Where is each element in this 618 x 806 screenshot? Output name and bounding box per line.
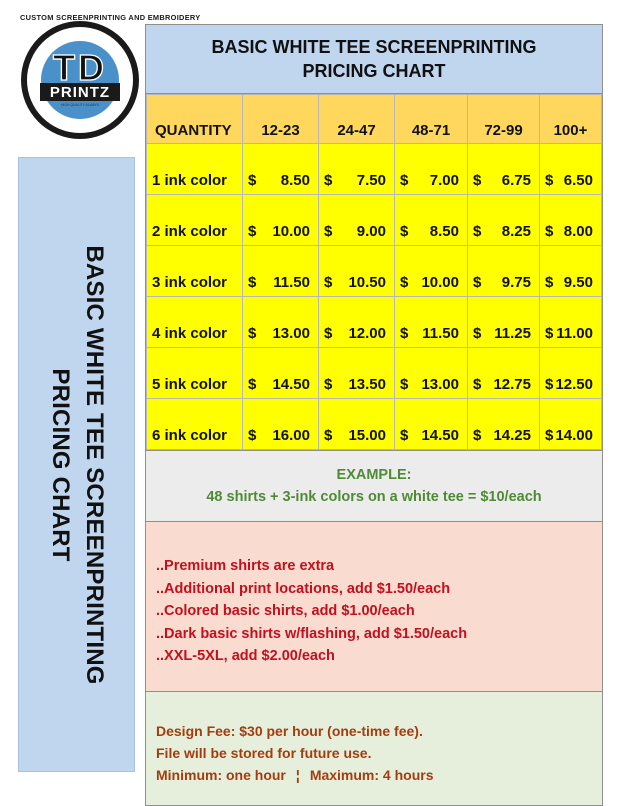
currency-symbol: $ — [248, 376, 257, 393]
price-cell — [540, 297, 602, 348]
column-header-quantity: QUANTITY — [147, 95, 243, 144]
price-amount: 10.00 — [272, 223, 310, 240]
currency-symbol: $ — [248, 223, 257, 240]
price-cell — [540, 348, 602, 399]
column-header: 12-23 — [243, 95, 319, 144]
price-cell — [395, 348, 468, 399]
currency-symbol: $ — [545, 427, 554, 444]
currency-symbol: $ — [324, 376, 333, 393]
price-cell — [319, 399, 395, 450]
price-cell — [243, 297, 319, 348]
chart-title-line2: PRICING CHART — [302, 61, 446, 81]
price-cell — [319, 195, 395, 246]
price-cell — [395, 399, 468, 450]
ink-color-label: 6 ink color — [147, 399, 243, 450]
price-cell — [319, 348, 395, 399]
file-storage-line: File will be stored for future use. — [156, 745, 372, 761]
currency-symbol: $ — [248, 427, 257, 444]
currency-symbol: $ — [400, 376, 409, 393]
price-cell — [540, 246, 602, 297]
side-title-line2: PRICING CHART — [46, 367, 74, 562]
price-amount: 15.00 — [348, 427, 386, 444]
logo-wordmark: PRINTZ — [49, 84, 111, 101]
side-title-banner — [18, 157, 135, 772]
currency-symbol: $ — [400, 427, 409, 444]
price-rows — [147, 144, 602, 450]
table-row — [147, 399, 602, 450]
price-cell — [395, 195, 468, 246]
currency-symbol: $ — [473, 274, 482, 291]
note-item: ..Premium shirts are extra — [156, 558, 335, 574]
maximum-hours: Maximum: 4 hours — [309, 767, 434, 783]
currency-symbol: $ — [400, 274, 409, 291]
price-cell — [319, 144, 395, 195]
ink-color-label: 1 ink color — [147, 144, 243, 195]
currency-symbol: $ — [324, 223, 333, 240]
price-amount: 7.00 — [429, 172, 459, 189]
price-amount: 14.50 — [272, 376, 310, 393]
price-cell — [243, 144, 319, 195]
price-cell — [243, 195, 319, 246]
currency-symbol: $ — [473, 427, 482, 444]
price-cell — [468, 348, 540, 399]
price-amount: 8.50 — [280, 172, 310, 189]
note-item: ..Dark basic shirts w/flashing, add $1.50/each — [156, 625, 468, 642]
price-amount: 14.00 — [555, 427, 593, 444]
currency-symbol: $ — [324, 325, 333, 342]
price-amount: 11.25 — [494, 325, 531, 342]
currency-symbol: $ — [248, 172, 257, 189]
example-section — [146, 450, 602, 521]
price-cell — [468, 297, 540, 348]
price-amount: 13.00 — [421, 376, 459, 393]
design-fee-section — [146, 691, 602, 805]
currency-symbol: $ — [400, 325, 409, 342]
currency-symbol: $ — [324, 274, 333, 291]
currency-symbol: $ — [545, 376, 554, 393]
price-cell — [243, 246, 319, 297]
price-amount: 12.00 — [348, 325, 386, 342]
table-row — [147, 348, 602, 399]
price-amount: 6.75 — [501, 172, 531, 189]
currency-symbol: $ — [545, 172, 554, 189]
logo-ring-text: CUSTOM SCREENPRINTING AND EMBROIDERY — [20, 13, 201, 22]
price-amount: 12.50 — [555, 376, 593, 393]
extra-charges-notes — [146, 521, 602, 691]
column-header: 72-99 — [468, 95, 540, 144]
note-item: ..Additional print locations, add $1.50/each — [156, 580, 451, 597]
price-amount: 14.25 — [493, 427, 531, 444]
price-cell — [468, 246, 540, 297]
chart-title-line1: BASIC WHITE TEE SCREENPRINTING — [211, 37, 537, 57]
column-header: 24-47 — [319, 95, 395, 144]
minimum-hours: Minimum: one hour — [156, 767, 286, 783]
price-table — [146, 94, 602, 450]
min-max-line — [156, 764, 602, 786]
price-amount: 10.50 — [348, 274, 386, 291]
side-title-line1: BASIC WHITE TEE SCREENPRINTING — [80, 244, 108, 685]
example-title: EXAMPLE: — [336, 467, 412, 483]
currency-symbol: $ — [473, 376, 482, 393]
price-cell — [540, 144, 602, 195]
price-cell — [243, 348, 319, 399]
column-header: 48-71 — [395, 95, 468, 144]
price-cell — [319, 246, 395, 297]
price-cell — [468, 144, 540, 195]
currency-symbol: $ — [400, 172, 409, 189]
price-amount: 7.50 — [356, 172, 386, 189]
price-amount: 10.00 — [421, 274, 459, 291]
table-row — [147, 195, 602, 246]
price-amount: 13.00 — [272, 325, 310, 342]
design-fee-line: Design Fee: $30 per hour (one-time fee). — [156, 723, 423, 739]
ink-color-label: 4 ink color — [147, 297, 243, 348]
example-text: 48 shirts + 3-ink colors on a white tee = $10/each — [206, 489, 542, 505]
pricing-chart — [145, 24, 603, 806]
note-item: ..Colored basic shirts, add $1.00/each — [156, 603, 415, 619]
currency-symbol: $ — [324, 172, 333, 189]
currency-symbol: $ — [545, 223, 554, 240]
table-row — [147, 144, 602, 195]
price-amount: 11.50 — [273, 274, 310, 291]
price-cell — [243, 399, 319, 450]
price-cell — [395, 144, 468, 195]
table-header-row — [147, 95, 602, 144]
price-amount: 9.50 — [563, 274, 593, 291]
price-amount: 8.50 — [429, 223, 459, 240]
logo-tagline: HIGH QUALITY ALWAYS — [60, 103, 100, 107]
logo-letters: TD — [53, 47, 107, 88]
chart-header — [146, 25, 602, 94]
price-amount: 12.75 — [493, 376, 531, 393]
price-amount: 8.25 — [501, 223, 531, 240]
table-row — [147, 246, 602, 297]
price-cell — [468, 399, 540, 450]
separator: ¦ — [295, 767, 300, 783]
price-amount: 9.75 — [501, 274, 531, 291]
price-amount: 9.00 — [356, 223, 386, 240]
currency-symbol: $ — [473, 223, 482, 240]
price-amount: 11.50 — [422, 325, 459, 342]
price-amount: 6.50 — [563, 172, 593, 189]
price-amount: 14.50 — [421, 427, 459, 444]
currency-symbol: $ — [545, 274, 554, 291]
currency-symbol: $ — [400, 223, 409, 240]
price-cell — [540, 195, 602, 246]
price-amount: 8.00 — [563, 223, 593, 240]
price-cell — [468, 195, 540, 246]
currency-symbol: $ — [545, 325, 554, 342]
currency-symbol: $ — [473, 325, 482, 342]
price-amount: 16.00 — [272, 427, 310, 444]
currency-symbol: $ — [248, 274, 257, 291]
currency-symbol: $ — [473, 172, 482, 189]
ink-color-label: 5 ink color — [147, 348, 243, 399]
table-row — [147, 297, 602, 348]
note-item: ..XXL-5XL, add $2.00/each — [156, 648, 335, 664]
currency-symbol: $ — [324, 427, 333, 444]
price-cell — [395, 297, 468, 348]
price-cell — [395, 246, 468, 297]
ink-color-label: 2 ink color — [147, 195, 243, 246]
price-amount: 13.50 — [348, 376, 386, 393]
price-cell — [540, 399, 602, 450]
price-cell — [319, 297, 395, 348]
price-amount: 11.00 — [556, 325, 593, 342]
column-header: 100+ — [540, 95, 602, 144]
currency-symbol: $ — [248, 325, 257, 342]
ink-color-label: 3 ink color — [147, 246, 243, 297]
